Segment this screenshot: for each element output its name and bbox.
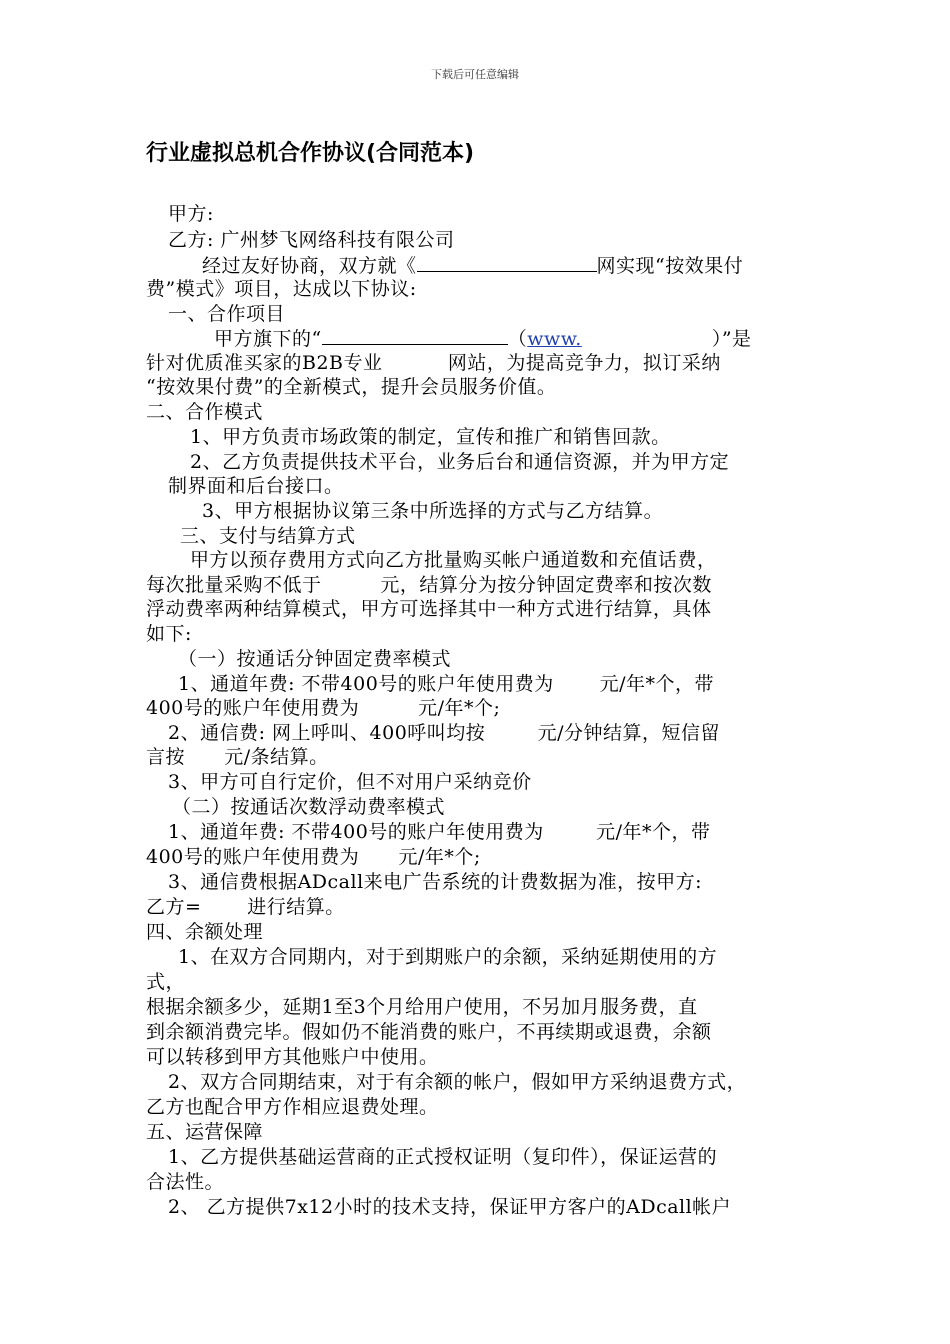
- section-4-item-1a: 1、在双方合同期内，对于到期账户的余额，采纳延期使用的方: [178, 946, 718, 968]
- section-1-line-2: 针对优质准买家的B2B专业 网站，为提高竞争力，拟订采纳: [146, 352, 721, 374]
- section-4-item-1c: 根据余额多少，延期1至3个月给用户使用，不另加月服务费，直: [146, 996, 698, 1018]
- section-4-item-1d: 到余额消费完毕。假如仍不能消费的账户，不再续期或退费，余额: [146, 1021, 712, 1043]
- section-1-title: 一、合作项目: [168, 303, 286, 325]
- sub-1-item-2b: 言按 元/条结算。: [146, 746, 329, 768]
- section-3-title: 三、支付与结算方式: [180, 525, 356, 547]
- intro-line-2: 费”模式》项目，达成以下协议:: [146, 278, 417, 300]
- website-link[interactable]: www.: [527, 328, 582, 350]
- party-b-line: 乙方: 广州梦飞网络科技有限公司: [168, 229, 455, 251]
- sub-1-item-1b: 400号的账户年使用费为 元/年*个;: [146, 697, 501, 719]
- section-3-sub-1: （一）按通话分钟固定费率模式: [178, 648, 452, 670]
- section-1-line-1: 甲方旗下的“ （www. ）”是: [214, 328, 752, 350]
- section-5-item-1b: 合法性。: [146, 1171, 225, 1193]
- site-name-blank: [322, 326, 508, 345]
- sub-2-item-1a: 1、通道年费: 不带400号的账户年使用费为 元/年*个，带: [168, 821, 711, 843]
- section-4-item-1e: 可以转移到甲方其他账户中使用。: [146, 1046, 439, 1068]
- sub-2-item-1b: 400号的账户年使用费为 元/年*个;: [146, 846, 481, 868]
- sub-2-item-3a: 3、通信费根据ADcall来电广告系统的计费数据为准，按甲方:: [168, 871, 703, 893]
- page-header: 下载后可任意编辑: [431, 68, 519, 81]
- section-2-item-2a: 2、乙方负责提供技术平台，业务后台和通信资源，并为甲方定: [190, 451, 730, 473]
- project-name-blank: [417, 253, 597, 272]
- section-2-title: 二、合作模式: [146, 401, 264, 423]
- section-3-line-4: 如下:: [146, 623, 192, 645]
- section-4-title: 四、余额处理: [146, 921, 264, 943]
- section-5-item-2a: 2、 乙方提供7x12小时的技术支持，保证甲方客户的ADcall帐户: [168, 1196, 732, 1218]
- section-2-item-3: 3、甲方根据协议第三条中所选择的方式与乙方结算。: [202, 500, 664, 522]
- section-1-line-3: “按效果付费”的全新模式，提升会员服务价值。: [146, 376, 557, 398]
- section-2-item-1: 1、甲方负责市场政策的制定，宣传和推广和销售回款。: [190, 426, 671, 448]
- sub-1-item-2a: 2、通信费: 网上呼叫、400呼叫均按 元/分钟结算，短信留: [168, 722, 721, 744]
- section-3-line-3: 浮动费率两种结算模式，甲方可选择其中一种方式进行结算，具体: [146, 598, 712, 620]
- document-title: 行业虚拟总机合作协议(合同范本): [146, 141, 475, 166]
- section-3-line-1: 甲方以预存费用方式向乙方批量购买帐户通道数和充值话费，: [190, 549, 717, 571]
- section-2-item-2b: 制界面和后台接口。: [168, 475, 344, 497]
- party-a-line: 甲方:: [168, 203, 214, 225]
- sub-1-item-1a: 1、通道年费: 不带400号的账户年使用费为 元/年*个，带: [178, 673, 714, 695]
- intro-line-1: 经过友好协商，双方就《 网实现“按效果付: [202, 255, 744, 277]
- sub-2-item-3b: 乙方= 进行结算。: [146, 896, 345, 918]
- section-5-title: 五、运营保障: [146, 1121, 264, 1143]
- section-4-item-1b: 式，: [146, 971, 186, 993]
- section-3-line-2: 每次批量采购不低于 元，结算分为按分钟固定费率和按次数: [146, 574, 712, 596]
- section-4-item-2b: 乙方也配合甲方作相应退费处理。: [146, 1096, 439, 1118]
- section-4-item-2a: 2、双方合同期结束，对于有余额的帐户，假如甲方采纳退费方式，: [168, 1071, 747, 1093]
- section-5-item-1a: 1、乙方提供基础运营商的正式授权证明（复印件），保证运营的: [168, 1146, 718, 1168]
- section-3-sub-2: （二）按通话次数浮动费率模式: [172, 796, 446, 818]
- sub-1-item-3: 3、甲方可自行定价，但不对用户采纳竞价: [168, 771, 532, 793]
